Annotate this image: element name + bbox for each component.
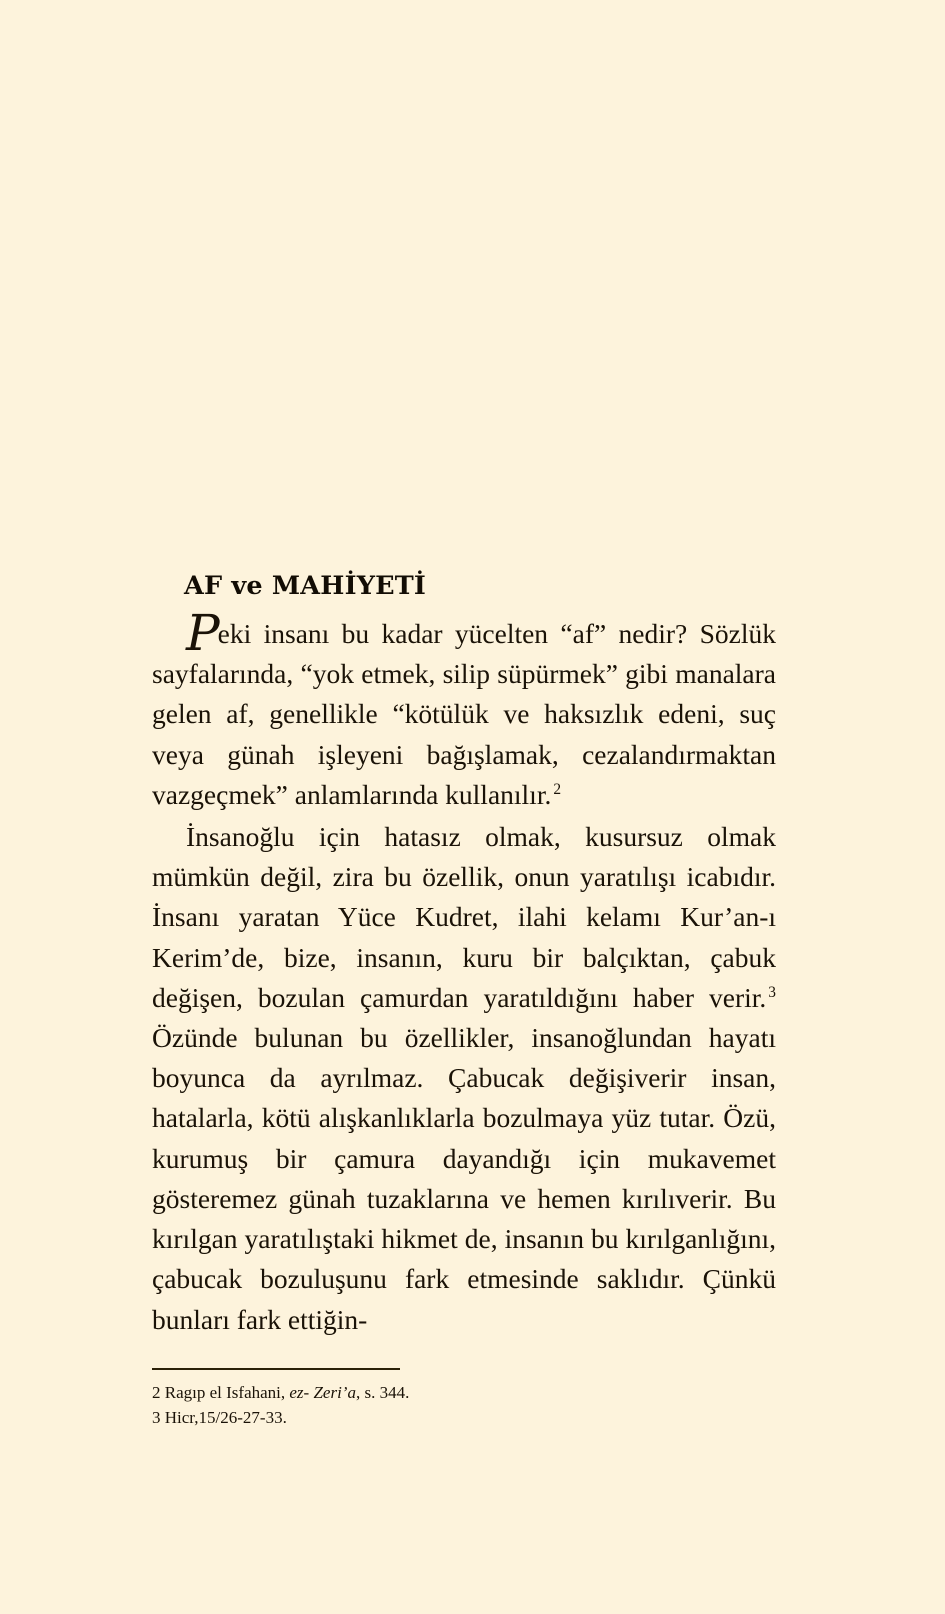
drop-cap-initial: P (186, 604, 219, 663)
paragraph-2-text-part-2: Özünde bulunan bu özellikler, insanoğlundan hayatı boyunca da ayrılmaz. Çabucak değişiverir insan, hatalarla, kötü alışkanlıklarla bozulmaya yüz tutar. Özü, kurumuş bir çamura dayandığı için mukavemet gösteremez günah tuzaklarına ve hemen kırılıverir. Bu kırılgan yaratılıştaki hikmet de, insanın bu kırılganlığını, çabucak bozuluşunu fark etmesinde saklıdır. Çünkü bunları fark ettiğin- (152, 1022, 776, 1335)
page-text-block (152, 572, 776, 1340)
footnote-3-text: 3 Hicr,15/26-27-33. (152, 1408, 287, 1427)
paragraph-1 (152, 604, 776, 815)
footnote-marker-2[interactable]: 2 (553, 780, 562, 798)
footnote-item-3 (152, 1405, 776, 1430)
footnote-item-2 (152, 1380, 776, 1405)
footnote-2-text-before: 2 Ragıp el Isfahani, (152, 1383, 290, 1402)
footnote-2-title: ez- Zeri’a (289, 1383, 356, 1402)
footnote-2-text-after: , s. 344. (355, 1383, 410, 1402)
paragraph-1-text: eki insanı bu kadar yücelten “af” nedir? Sözlük sayfalarında, “yok etmek, silip süpürmek” gibi manalara gelen af, genellikle “kötülük ve haksızlık edeni, suç veya günah işleyeni bağışlamak, cezalandırmaktan vazgeçmek” anlamlarında kullanılır. (152, 618, 776, 810)
page-title: AF ve MAHİYETİ (184, 571, 427, 601)
footnote-area (152, 1368, 776, 1430)
footnote-separator-rule (152, 1368, 400, 1370)
paragraph-2 (152, 817, 776, 1340)
paragraph-2-text-part-1: İnsanoğlu için hatasız olmak, kusursuz olmak mümkün değil, zira bu özellik, onun yaratılışı icabıdır. İnsanı yaratan Yüce Kudret, ilahi kelamı Kur’an-ı Kerim’de, bize, insanın, kuru bir balçıktan, çabuk değişen, bozulan çamurdan yaratıldığını haber verir. (152, 821, 776, 1013)
footnote-marker-3[interactable]: 3 (768, 983, 776, 1001)
